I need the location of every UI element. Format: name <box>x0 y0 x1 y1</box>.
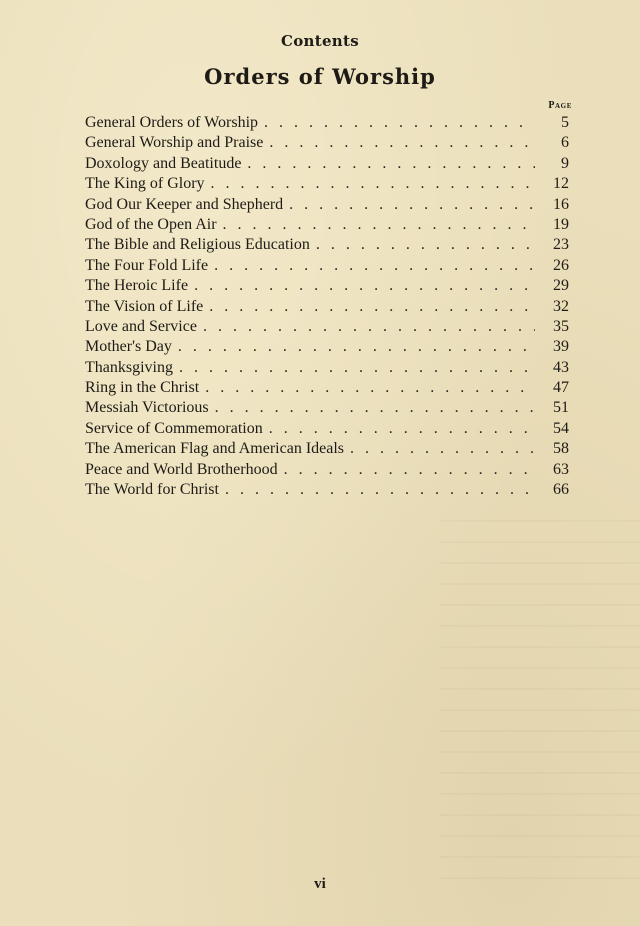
toc-entry-page: 54 <box>553 419 569 437</box>
toc-entry-title: Service of Commemoration <box>85 419 263 437</box>
toc-entry-title: The World for Christ <box>85 481 219 499</box>
toc-entry-page: 12 <box>553 175 569 193</box>
leader-dots <box>264 113 535 133</box>
section-title: Orders of Worship <box>204 64 436 89</box>
leader-dots <box>205 378 535 398</box>
toc-entry-title: General Orders of Worship <box>85 114 259 131</box>
toc-entry <box>85 154 569 174</box>
leader-dots <box>178 337 535 357</box>
toc-entry-page: 32 <box>553 297 569 315</box>
toc-entry <box>85 113 569 133</box>
leader-dots <box>269 419 535 439</box>
toc-entry <box>85 174 569 194</box>
leader-dots <box>247 154 535 174</box>
toc-entry <box>85 398 569 418</box>
toc-entry-title: The American Flag and American Ideals <box>85 440 345 458</box>
toc-entry <box>85 378 569 398</box>
toc-entry-page: 35 <box>553 317 569 335</box>
toc-entry-page: 51 <box>553 399 569 417</box>
toc-entry <box>85 215 569 235</box>
toc-entry-page: 16 <box>553 195 569 213</box>
leader-dots <box>214 256 535 276</box>
leader-dots <box>203 317 535 337</box>
leader-dots <box>289 195 535 215</box>
toc-entry-title: The Heroic Life <box>85 277 189 295</box>
leader-dots <box>225 480 535 500</box>
toc-entry-page: 63 <box>553 460 569 478</box>
toc-entry-title: Love and Service <box>85 317 197 335</box>
toc-entry-title: Thanksgiving <box>85 358 173 376</box>
toc-entry-page: 47 <box>553 379 569 397</box>
leader-dots <box>316 235 535 255</box>
toc-entry <box>85 358 569 378</box>
toc-entry-title: God Our Keeper and Shepherd <box>85 195 284 213</box>
table-of-contents <box>85 113 569 500</box>
toc-entry <box>85 297 569 317</box>
toc-entry-page: 29 <box>553 277 569 295</box>
leader-dots <box>223 215 535 235</box>
toc-entry <box>85 256 569 276</box>
toc-entry-page: 39 <box>553 338 569 356</box>
toc-entry-title: Messiah Victorious <box>85 399 209 417</box>
toc-entry-page: 9 <box>561 154 569 172</box>
toc-entry-page: 6 <box>561 134 569 152</box>
toc-entry-title: The Vision of Life <box>85 297 204 315</box>
toc-entry-title: God of the Open Air <box>85 215 217 233</box>
leader-dots <box>215 398 535 418</box>
toc-entry <box>85 419 569 439</box>
toc-entry-title: Peace and World Brotherhood <box>85 460 278 478</box>
toc-entry <box>85 133 569 153</box>
toc-entry <box>85 460 569 480</box>
toc-entry-title: The King of Glory <box>85 175 205 193</box>
toc-entry-title: Ring in the Christ <box>85 379 200 397</box>
toc-entry-title: The Bible and Religious Education <box>85 236 310 254</box>
toc-entry <box>85 276 569 296</box>
toc-entry-title: General Worship and Praise <box>85 134 264 152</box>
toc-entry-page: 66 <box>553 481 569 499</box>
toc-entry-title: The Four Fold Life <box>85 256 209 274</box>
toc-entry <box>85 195 569 215</box>
page-column-label: Page <box>548 100 572 111</box>
toc-entry <box>85 480 569 500</box>
show-through-texture <box>440 520 640 880</box>
toc-entry-page: 43 <box>553 358 569 376</box>
toc-entry-page: 26 <box>553 256 569 274</box>
leader-dots <box>194 276 535 296</box>
leader-dots <box>209 297 535 317</box>
running-head: Contents <box>280 32 359 50</box>
toc-entry-title: Doxology and Beatitude <box>85 154 242 172</box>
leader-dots <box>284 460 535 480</box>
leader-dots <box>350 439 535 459</box>
toc-entry-page: 58 <box>553 440 569 458</box>
leader-dots <box>269 133 535 153</box>
toc-entry <box>85 317 569 337</box>
page-folio: vi <box>314 876 326 892</box>
toc-entry <box>85 235 569 255</box>
toc-entry <box>85 439 569 459</box>
toc-entry-page: 23 <box>553 236 569 254</box>
toc-entry-page: 19 <box>553 215 569 233</box>
toc-entry-page: 5 <box>561 114 569 131</box>
toc-entry <box>85 337 569 357</box>
leader-dots <box>211 174 535 194</box>
toc-entry-title: Mother's Day <box>85 338 172 356</box>
leader-dots <box>179 358 535 378</box>
